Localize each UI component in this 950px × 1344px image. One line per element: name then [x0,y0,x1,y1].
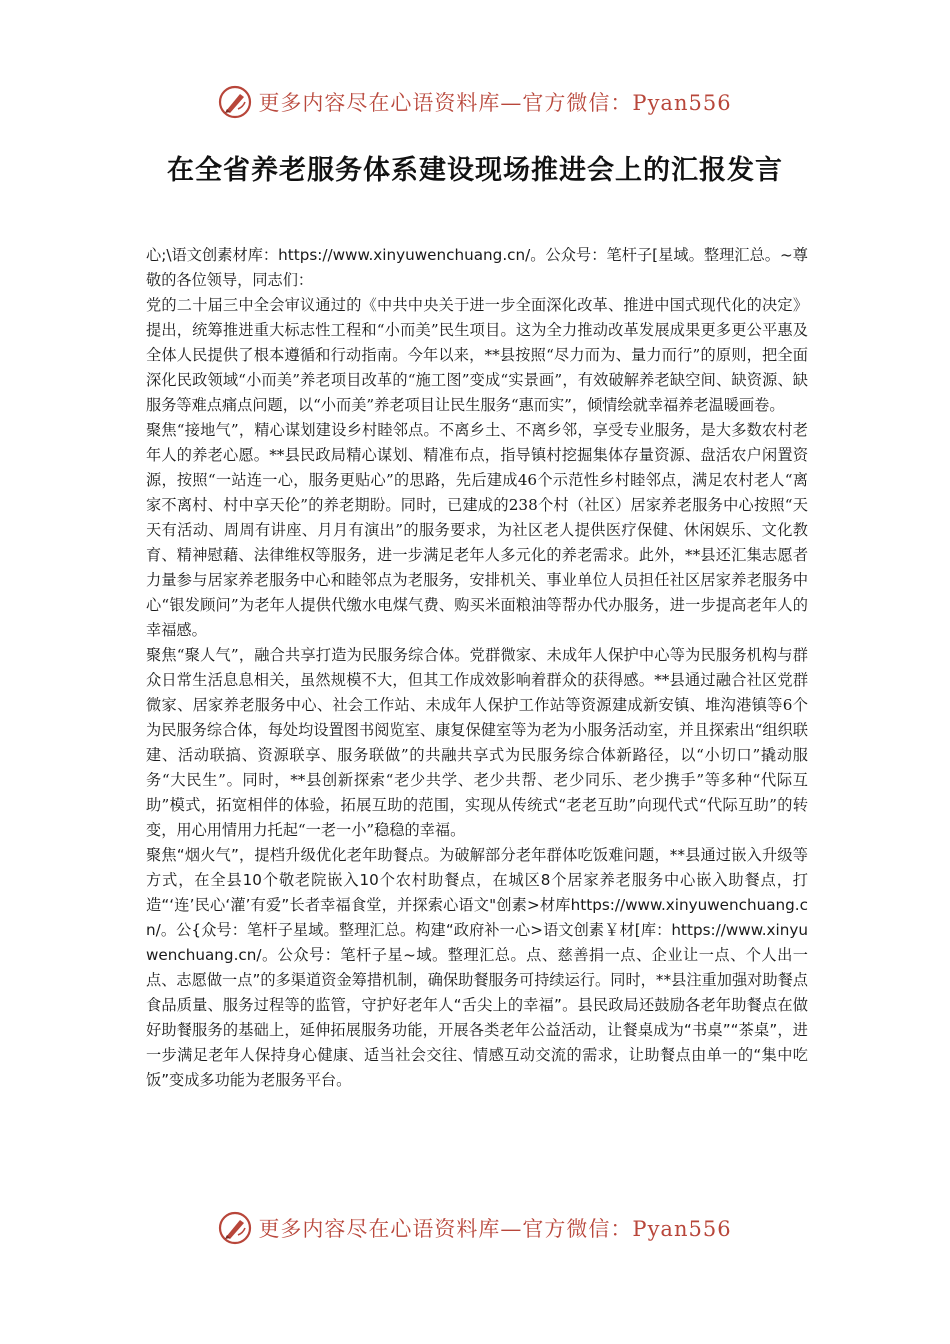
document-title: 在全省养老服务体系建设现场推进会上的汇报发言 [167,155,783,186]
body-paragraph: 聚焦“接地气”，精心谋划建设乡村睦邻点。不离乡土、不离乡邻，享受专业服务，是大多数农村老年人的养老心愿。**县民政局精心谋划、精准布点，指导镇村挖掘集体存量资源、盘活农户闲置资源，按照“一站连一心，服务更贴心”的思路，先后建成46个示范性乡村睦邻点，满足农村老人“离家不离村、村中享天伦”的养老期盼。同时，已建成的238个村（社区）居家养老服务中心按照“天天有活动、周周有讲座、月月有演出”的服务要求，为社区老人提供医疗保健、休闲娱乐、文化教育、精神慰藉、法律维权等服务，进一步满足老年人多元化的养老需求。此外，**县还汇集志愿者力量参与居家养老服务中心和睦邻点为老服务，安排机关、事业单位人员担任社区居家养老服务中心“银发顾问”为老年人提供代缴水电煤气费、购买米面粮油等帮办代办服务，进一步提高老年人的幸福感。 [146,421,808,639]
body-paragraph: 聚焦“烟火气”，提档升级优化老年助餐点。为破解部分老年群体吃饭难问题，**县通过嵌入升级等方式，在全县10个敬老院嵌入10个农村助餐点，在城区8个居家养老服务中心嵌入助餐点，打造“‘连’民心‘灌’有爱”长者幸福食堂，并探索心语文"创素>材库https://www.xinyuwenchuang.cn/。公{众号：笔杆子星域。整理汇总。构建“政府补一心>语文创素￥材[库：https://www.xinyuwenchuang.cn/。公众号：笔杆子星~域。整理汇总。点、慈善捐一点、企业让一点、个人出一点、志愿做一点”的多渠道资金筹措机制，确保助餐服务可持续运行。同时，**县注重加强对助餐点食品质量、服务过程等的监管，守护好老年人“舌尖上的幸福”。县民政局还鼓励各老年助餐点在做好助餐服务的基础上，延伸拓展服务功能，开展各类老年公益活动，让餐桌成为“书桌”“茶桌”，进一步满足老年人保持身心健康、适当社会交往、情感互动交流的需求，让助餐点由单一的“集中吃饭”变成多功能为老服务平台。 [146,846,808,1089]
body-paragraph: 党的二十届三中全会审议通过的《中共中央关于进一步全面深化改革、推进中国式现代化的决定》提出，统筹推进重大标志性工程和“小而美”民生项目。这为全力推动改革发展成果更多更公平惠及全体人民提供了根本遵循和行动指南。今年以来，**县按照“尽力而为、量力而行”的原则，把全面深化民政领域“小而美”养老项目改革的“施工图”变成“实景画”，有效破解养老缺空间、缺资源、缺服务等难点痛点问题，以“小而美”养老项目让民生服务“惠而实”，倾情绘就幸福养老温暖画卷。 [146,296,808,414]
document-body [146,243,808,1093]
intro-paragraph: 心;\语文创素材库：https://www.xinyuwenchuang.cn/。公众号：笔杆子[星域。整理汇总。~尊敬的各位领导，同志们： [146,246,808,289]
header-banner [0,82,950,122]
footer-banner-text: 更多内容尽在心语资料库—官方微信：Pyan556 [258,1217,732,1241]
pen-logo-icon [218,1211,252,1245]
header-banner-text: 更多内容尽在心语资料库—官方微信：Pyan556 [258,91,732,115]
pen-logo-icon [218,85,252,119]
footer-banner [0,1208,950,1248]
body-paragraph: 聚焦“聚人气”，融合共享打造为民服务综合体。党群微家、未成年人保护中心等为民服务机构与群众日常生活息息相关，虽然规模不大，但其工作成效影响着群众的获得感。**县通过融合社区党群微家、居家养老服务中心、社会工作站、未成年人保护工作站等资源建成新安镇、堆沟港镇等6个为民服务综合体，每处均设置图书阅览室、康复保健室等为老为小服务活动室，并且探索出“组织联建、活动联搞、资源联享、服务联做”的共融共享式为民服务综合体新路径，以“小切口”撬动服务“大民生”。同时，**县创新探索“老少共学、老少共帮、老少同乐、老少携手”等多种“代际互助”模式，拓宽相伴的体验，拓展互助的范围，实现从传统式“老老互助”向现代式“代际互助”的转变，用心用情用力托起“一老一小”稳稳的幸福。 [146,646,808,839]
